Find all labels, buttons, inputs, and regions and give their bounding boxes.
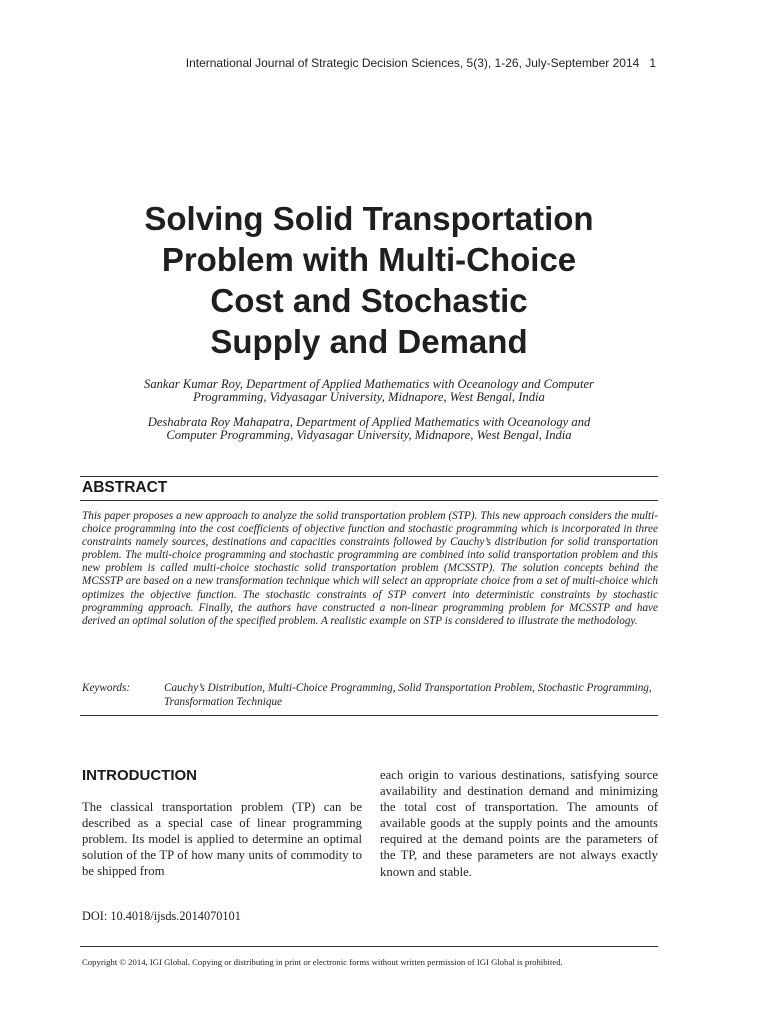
keywords-text: Cauchy’s Distribution, Multi-Choice Programming, Solid Transportation Problem, Stochastic Programming, Transformation Technique: [164, 682, 652, 708]
author-1: [80, 378, 658, 404]
keywords: [82, 682, 658, 709]
author-affiliations: [80, 378, 658, 454]
introduction-left-column: The classical transportation problem (TP) can be described as a special case of linear programming problem. Its model is applied to determine an optimal solution of the TP of how many units of commodity to be shipped from: [82, 800, 362, 879]
abstract-heading: ABSTRACT: [82, 479, 168, 496]
author-line: Programming, Vidyasagar University, Midnapore, West Bengal, India: [193, 390, 545, 404]
journal-citation: International Journal of Strategic Decision Sciences, 5(3), 1-26, July-September 2014: [185, 56, 640, 70]
title-line: Problem with Multi-Choice: [161, 241, 577, 278]
keywords-label: Keywords:: [82, 682, 131, 694]
title-line: Cost and Stochastic: [210, 282, 528, 319]
abstract-top-rule: [80, 476, 658, 477]
author-line: Deshabrata Roy Mahapatra, Department of Applied Mathematics with Oceanology and: [147, 415, 591, 429]
paper-title: [80, 198, 658, 362]
footer-rule: [80, 946, 658, 947]
running-header: [186, 56, 656, 70]
title-line: Supply and Demand: [210, 323, 528, 360]
author-line: Sankar Kumar Roy, Department of Applied Mathematics with Oceanology and Computer: [144, 377, 594, 391]
introduction-heading: INTRODUCTION: [82, 767, 197, 784]
abstract-text: This paper proposes a new approach to analyze the solid transportation problem (STP). This new approach considers the multi-choice programming into the cost coefficients of objective function and stochastic programming which is incorporated in three constraints namely sources, destinations and capacities constraints followed by Cauchy’s distribution for solid transportation problem. The multi-choice programming and stochastic programming are combined into solid transportation problem and this new problem is called multi-choice stochastic solid transportation problem (MCSSTP). The solution concepts behind the MCSSTP are based on a new transformation technique which will select an appropriate choice from a set of multi-choice which optimizes the objective function. The stochastic constraints of STP convert into deterministic constraints by stochastic programming approach. Finally, the authors have constructed a non-linear programming problem for MCSSTP and have derived an optimal solution of the specified problem. A realistic example on STP is considered to illustrate the methodology.: [82, 510, 658, 627]
abstract-heading-rule: [80, 500, 658, 501]
author-line: Computer Programming, Vidyasagar University, Midnapore, West Bengal, India: [166, 428, 572, 442]
doi: DOI: 10.4018/ijsds.2014070101: [82, 909, 241, 923]
title-line: Solving Solid Transportation: [144, 200, 594, 237]
introduction-right-column: each origin to various destinations, satisfying source availability and destination demand and minimizing the total cost of transportation. The amounts of available goods at the supply points and the amounts required at the demand points are the parameters of the TP, and these parameters are not always exactly known and stable.: [380, 768, 658, 879]
author-2: [80, 416, 658, 442]
page-number: 1: [649, 56, 656, 70]
copyright-notice: Copyright © 2014, IGI Global. Copying or distributing in print or electronic forms without written permission of IGI Global is prohibited.: [82, 957, 563, 967]
abstract-bottom-rule: [80, 715, 658, 716]
